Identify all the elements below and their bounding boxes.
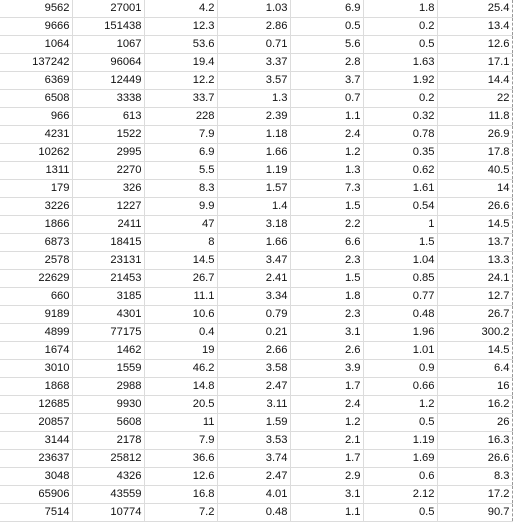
table-cell[interactable]: 0.79: [217, 306, 290, 324]
table-cell[interactable]: 3010: [0, 360, 72, 378]
table-cell[interactable]: 2.2: [290, 216, 363, 234]
table-cell[interactable]: 21453: [72, 270, 144, 288]
table-cell[interactable]: 1: [363, 216, 437, 234]
table-cell[interactable]: 9189: [0, 306, 72, 324]
table-cell[interactable]: 2.1: [290, 432, 363, 450]
table-cell[interactable]: 1.5: [363, 234, 437, 252]
table-cell[interactable]: 1064: [0, 36, 72, 54]
table-cell[interactable]: 0.5: [290, 18, 363, 36]
table-cell[interactable]: 2.9: [290, 468, 363, 486]
table-cell[interactable]: 17.8: [437, 144, 512, 162]
table-cell[interactable]: 10262: [0, 144, 72, 162]
table-cell[interactable]: 1311: [0, 162, 72, 180]
table-cell[interactable]: 3.53: [217, 432, 290, 450]
table-cell[interactable]: 2411: [72, 216, 144, 234]
table-cell[interactable]: 3.47: [217, 252, 290, 270]
table-cell[interactable]: 26.6: [437, 450, 512, 468]
table-cell[interactable]: 1.4: [217, 198, 290, 216]
table-cell[interactable]: 5.6: [290, 36, 363, 54]
table-cell[interactable]: 1.7: [290, 378, 363, 396]
table-cell[interactable]: 13.4: [437, 18, 512, 36]
table-cell[interactable]: 11: [144, 414, 217, 432]
table-cell[interactable]: 19: [144, 342, 217, 360]
table-cell[interactable]: 3.58: [217, 360, 290, 378]
table-cell[interactable]: 0.35: [363, 144, 437, 162]
table-cell[interactable]: 2178: [72, 432, 144, 450]
table-cell[interactable]: 966: [0, 108, 72, 126]
table-cell[interactable]: 4301: [72, 306, 144, 324]
table-row: [0, 342, 512, 360]
table-cell[interactable]: 12685: [0, 396, 72, 414]
table-row: [0, 18, 512, 36]
table-row: [0, 90, 512, 108]
table-cell[interactable]: 2.47: [217, 468, 290, 486]
table-cell[interactable]: 43559: [72, 486, 144, 504]
table-cell[interactable]: 16: [437, 378, 512, 396]
table-cell[interactable]: 7514: [0, 504, 72, 522]
table-cell[interactable]: 7.9: [144, 432, 217, 450]
table-cell[interactable]: 17.1: [437, 54, 512, 72]
table-cell[interactable]: 0.5: [363, 414, 437, 432]
table-cell[interactable]: 2988: [72, 378, 144, 396]
table-cell[interactable]: 96064: [72, 54, 144, 72]
table-cell[interactable]: 1.92: [363, 72, 437, 90]
table-cell[interactable]: 8: [144, 234, 217, 252]
table-cell[interactable]: 13.7: [437, 234, 512, 252]
table-cell[interactable]: 2.3: [290, 306, 363, 324]
table-cell[interactable]: 12.6: [437, 36, 512, 54]
table-cell[interactable]: 1.63: [363, 54, 437, 72]
table-cell[interactable]: 26: [437, 414, 512, 432]
table-cell[interactable]: 3.34: [217, 288, 290, 306]
table-cell[interactable]: 16.3: [437, 432, 512, 450]
table-cell[interactable]: 18415: [72, 234, 144, 252]
table-cell[interactable]: 3144: [0, 432, 72, 450]
table-cell[interactable]: 9562: [0, 0, 72, 18]
table-cell[interactable]: 2.6: [290, 342, 363, 360]
table-cell[interactable]: 22629: [0, 270, 72, 288]
table-cell[interactable]: 0.62: [363, 162, 437, 180]
table-row: [0, 288, 512, 306]
table-cell[interactable]: 0.77: [363, 288, 437, 306]
table-cell[interactable]: 10774: [72, 504, 144, 522]
table-cell[interactable]: 3.9: [290, 360, 363, 378]
table-cell[interactable]: 3.1: [290, 486, 363, 504]
table-cell[interactable]: 14: [437, 180, 512, 198]
table-cell[interactable]: 23131: [72, 252, 144, 270]
table-cell[interactable]: 22: [437, 90, 512, 108]
table-cell[interactable]: 9666: [0, 18, 72, 36]
table-cell[interactable]: 25812: [72, 450, 144, 468]
table-cell[interactable]: 24.1: [437, 270, 512, 288]
table-row: [0, 162, 512, 180]
table-cell[interactable]: 1.66: [217, 144, 290, 162]
table-cell[interactable]: 0.66: [363, 378, 437, 396]
table-cell[interactable]: 1.1: [290, 108, 363, 126]
table-cell[interactable]: 1.59: [217, 414, 290, 432]
table-row: [0, 486, 512, 504]
table-cell[interactable]: 23637: [0, 450, 72, 468]
table-row: [0, 234, 512, 252]
table-cell[interactable]: 27001: [72, 0, 144, 18]
table-row: [0, 0, 512, 18]
table-cell[interactable]: 3.11: [217, 396, 290, 414]
table-row: [0, 216, 512, 234]
table-cell[interactable]: 0.5: [363, 36, 437, 54]
table-row: [0, 396, 512, 414]
table-cell[interactable]: 36.6: [144, 450, 217, 468]
table-cell[interactable]: 4326: [72, 468, 144, 486]
table-cell[interactable]: 6369: [0, 72, 72, 90]
table-cell[interactable]: 2.4: [290, 396, 363, 414]
table-row: [0, 270, 512, 288]
table-cell[interactable]: 4231: [0, 126, 72, 144]
table-cell[interactable]: 2.86: [217, 18, 290, 36]
table-cell[interactable]: 17.2: [437, 486, 512, 504]
table-cell[interactable]: 1866: [0, 216, 72, 234]
table-cell[interactable]: 1.04: [363, 252, 437, 270]
table-cell[interactable]: 2.3: [290, 252, 363, 270]
table-cell[interactable]: 13.3: [437, 252, 512, 270]
table-cell[interactable]: 10.6: [144, 306, 217, 324]
table-cell[interactable]: 137242: [0, 54, 72, 72]
table-cell[interactable]: 6873: [0, 234, 72, 252]
table-cell[interactable]: 0.4: [144, 324, 217, 342]
table-cell[interactable]: 1522: [72, 126, 144, 144]
table-cell[interactable]: 12.2: [144, 72, 217, 90]
table-cell[interactable]: 6.9: [144, 144, 217, 162]
table-cell[interactable]: 1.01: [363, 342, 437, 360]
table-cell[interactable]: 12.3: [144, 18, 217, 36]
table-cell[interactable]: 2.8: [290, 54, 363, 72]
table-cell[interactable]: 613: [72, 108, 144, 126]
table-row: [0, 324, 512, 342]
table-cell[interactable]: 0.5: [363, 504, 437, 522]
table-cell[interactable]: 300.2: [437, 324, 512, 342]
table-cell[interactable]: 16.2: [437, 396, 512, 414]
table-cell[interactable]: 6.9: [290, 0, 363, 18]
table-cell[interactable]: 2.12: [363, 486, 437, 504]
table-row: [0, 54, 512, 72]
table-cell[interactable]: 26.7: [437, 306, 512, 324]
table-cell[interactable]: 0.2: [363, 18, 437, 36]
table-cell[interactable]: 3226: [0, 198, 72, 216]
table-cell[interactable]: 1.2: [290, 414, 363, 432]
table-cell[interactable]: 3338: [72, 90, 144, 108]
table-cell[interactable]: 12449: [72, 72, 144, 90]
table-cell[interactable]: 33.7: [144, 90, 217, 108]
table-cell[interactable]: 2.4: [290, 126, 363, 144]
table-cell[interactable]: 26.7: [144, 270, 217, 288]
table-cell[interactable]: 2.39: [217, 108, 290, 126]
table-row: [0, 468, 512, 486]
table-cell[interactable]: 14.4: [437, 72, 512, 90]
table-cell[interactable]: 40.5: [437, 162, 512, 180]
table-cell[interactable]: 1.19: [217, 162, 290, 180]
table-cell[interactable]: 1.96: [363, 324, 437, 342]
table-row: [0, 144, 512, 162]
table-cell[interactable]: 2578: [0, 252, 72, 270]
table-cell[interactable]: 6.4: [437, 360, 512, 378]
table-cell[interactable]: 1.2: [290, 144, 363, 162]
table-cell[interactable]: 1067: [72, 36, 144, 54]
table-cell[interactable]: 3.1: [290, 324, 363, 342]
table-cell[interactable]: 9.9: [144, 198, 217, 216]
table-cell[interactable]: 6.6: [290, 234, 363, 252]
table-cell[interactable]: 14.8: [144, 378, 217, 396]
table-cell[interactable]: 0.78: [363, 126, 437, 144]
table-cell[interactable]: 7.2: [144, 504, 217, 522]
table-cell[interactable]: 660: [0, 288, 72, 306]
table-row: [0, 36, 512, 54]
table-cell[interactable]: 4899: [0, 324, 72, 342]
table-cell[interactable]: 25.4: [437, 0, 512, 18]
table-cell[interactable]: 1.2: [363, 396, 437, 414]
table-cell[interactable]: 1868: [0, 378, 72, 396]
table-cell[interactable]: 3048: [0, 468, 72, 486]
table-row: [0, 414, 512, 432]
table-cell[interactable]: 5608: [72, 414, 144, 432]
table-row: [0, 126, 512, 144]
table-row: [0, 180, 512, 198]
table-cell[interactable]: 1.03: [217, 0, 290, 18]
table-row: [0, 108, 512, 126]
table-cell[interactable]: 0.85: [363, 270, 437, 288]
table-cell[interactable]: 0.54: [363, 198, 437, 216]
table-cell[interactable]: 1559: [72, 360, 144, 378]
table-cell[interactable]: 2.47: [217, 378, 290, 396]
table-cell[interactable]: 8.3: [437, 468, 512, 486]
table-cell[interactable]: 19.4: [144, 54, 217, 72]
table-cell[interactable]: 1.1: [290, 504, 363, 522]
table-cell[interactable]: 1.5: [290, 198, 363, 216]
table-cell[interactable]: 65906: [0, 486, 72, 504]
table-cell[interactable]: 47: [144, 216, 217, 234]
table-cell[interactable]: 20857: [0, 414, 72, 432]
table-cell[interactable]: 3.74: [217, 450, 290, 468]
table-cell[interactable]: 1.8: [290, 288, 363, 306]
table-cell[interactable]: 90.7: [437, 504, 512, 522]
table-cell[interactable]: 179: [0, 180, 72, 198]
table-cell[interactable]: 0.71: [217, 36, 290, 54]
table-row: [0, 72, 512, 90]
table-row: [0, 378, 512, 396]
table-row: [0, 504, 512, 522]
table-cell[interactable]: 0.7: [290, 90, 363, 108]
table-cell[interactable]: 228: [144, 108, 217, 126]
table-cell[interactable]: 11.1: [144, 288, 217, 306]
table-cell[interactable]: 1462: [72, 342, 144, 360]
table-cell[interactable]: 0.2: [363, 90, 437, 108]
table-cell[interactable]: 3.18: [217, 216, 290, 234]
table-cell[interactable]: 1.5: [290, 270, 363, 288]
table-cell[interactable]: 1.66: [217, 234, 290, 252]
table-cell[interactable]: 53.6: [144, 36, 217, 54]
table-cell[interactable]: 3.7: [290, 72, 363, 90]
table-cell[interactable]: 1.3: [290, 162, 363, 180]
table-cell[interactable]: 4.2: [144, 0, 217, 18]
table-cell[interactable]: 1227: [72, 198, 144, 216]
table-cell[interactable]: 0.21: [217, 324, 290, 342]
table-cell[interactable]: 6508: [0, 90, 72, 108]
table-cell[interactable]: 1.3: [217, 90, 290, 108]
table-cell[interactable]: 11.8: [437, 108, 512, 126]
table-cell[interactable]: 0.9: [363, 360, 437, 378]
table-cell[interactable]: 1.8: [363, 0, 437, 18]
table-cell[interactable]: 8.3: [144, 180, 217, 198]
table-cell[interactable]: 12.6: [144, 468, 217, 486]
table-cell[interactable]: 3.57: [217, 72, 290, 90]
table-cell[interactable]: 14.5: [144, 252, 217, 270]
table-cell[interactable]: 1.18: [217, 126, 290, 144]
table-cell[interactable]: 2.41: [217, 270, 290, 288]
table-cell[interactable]: 0.32: [363, 108, 437, 126]
table-cell[interactable]: 26.6: [437, 198, 512, 216]
table-row: [0, 198, 512, 216]
table-cell[interactable]: 0.48: [217, 504, 290, 522]
table-cell[interactable]: 7.3: [290, 180, 363, 198]
table-cell[interactable]: 20.5: [144, 396, 217, 414]
table-cell[interactable]: 3.37: [217, 54, 290, 72]
table-row: [0, 252, 512, 270]
table-cell[interactable]: 0.6: [363, 468, 437, 486]
table-cell[interactable]: 9930: [72, 396, 144, 414]
table-cell[interactable]: 1.19: [363, 432, 437, 450]
table-cell[interactable]: 0.48: [363, 306, 437, 324]
table-cell[interactable]: 2995: [72, 144, 144, 162]
table-row: [0, 360, 512, 378]
table-cell[interactable]: 46.2: [144, 360, 217, 378]
table-cell[interactable]: 151438: [72, 18, 144, 36]
table-cell[interactable]: 3185: [72, 288, 144, 306]
table-cell[interactable]: 4.01: [217, 486, 290, 504]
table-cell[interactable]: 1.57: [217, 180, 290, 198]
table-cell[interactable]: 2.66: [217, 342, 290, 360]
table-row: [0, 432, 512, 450]
table-row: [0, 450, 512, 468]
table-cell[interactable]: 1.7: [290, 450, 363, 468]
table-cell[interactable]: 326: [72, 180, 144, 198]
table-cell[interactable]: 16.8: [144, 486, 217, 504]
table-cell[interactable]: 14.5: [437, 216, 512, 234]
table-cell[interactable]: 12.7: [437, 288, 512, 306]
table-cell[interactable]: 1.61: [363, 180, 437, 198]
table-cell[interactable]: 5.5: [144, 162, 217, 180]
table-cell[interactable]: 26.9: [437, 126, 512, 144]
table-row: [0, 306, 512, 324]
table-cell[interactable]: 1674: [0, 342, 72, 360]
table-cell[interactable]: 77175: [72, 324, 144, 342]
table-cell[interactable]: 7.9: [144, 126, 217, 144]
table-cell[interactable]: 14.5: [437, 342, 512, 360]
table-cell[interactable]: 1.69: [363, 450, 437, 468]
table-cell[interactable]: 2270: [72, 162, 144, 180]
